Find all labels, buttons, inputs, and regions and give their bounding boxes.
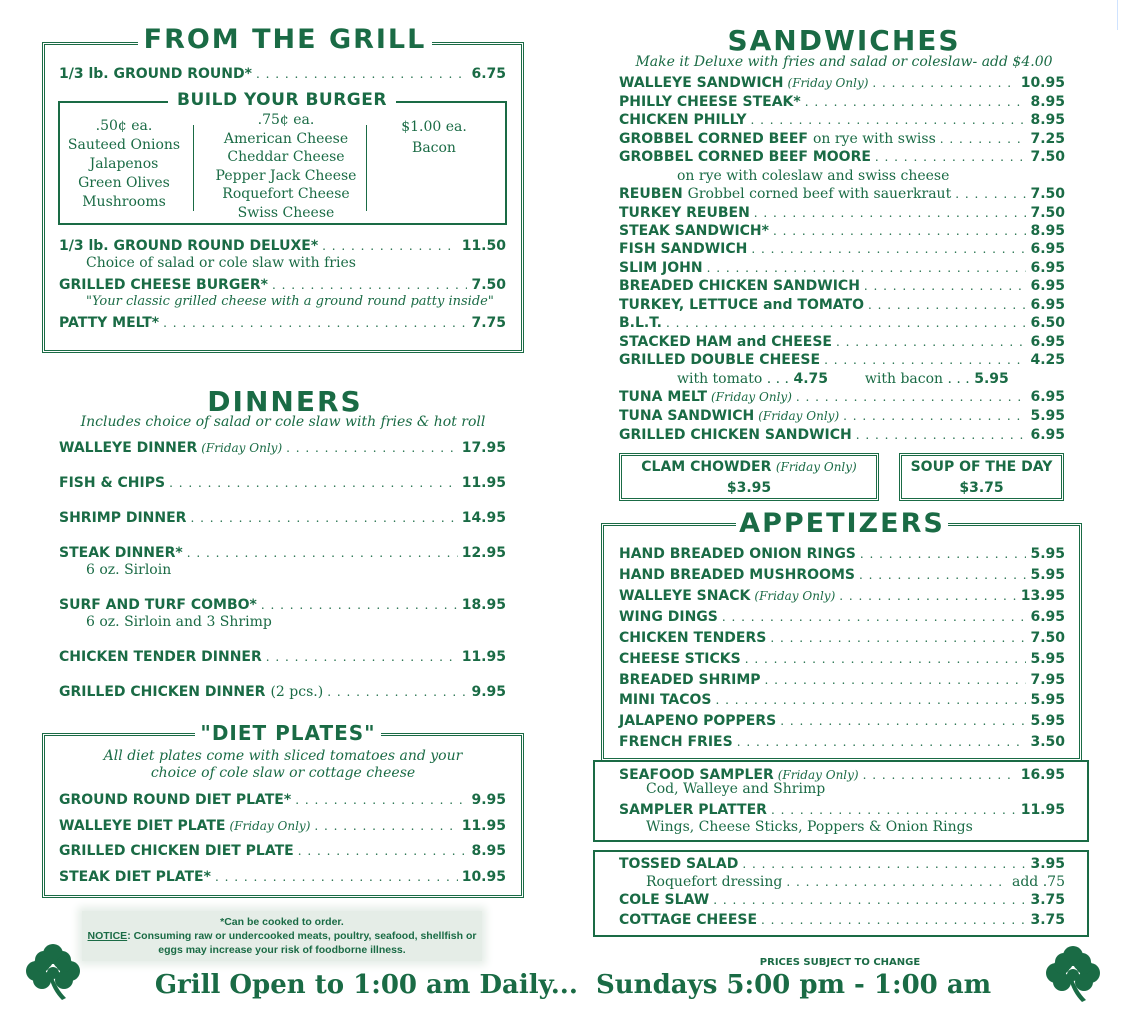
item-name: TUNA MELT [619,389,707,405]
item-name: PHILLY CHEESE STEAK* [619,94,801,110]
grill-hours: Grill Open to 1:00 am Daily... Sundays 5:00 pm - 1:00 am [154,970,992,1000]
item-name: WALLEYE SNACK [619,588,751,604]
leader-dots [666,316,1026,330]
item-name: TOSSED SALAD [619,856,739,872]
leader-dots [256,67,468,81]
item-price: 6.95 [1030,297,1065,313]
leader-dots [286,441,458,455]
item-name: GRILLED CHICKEN DIET PLATE [59,843,294,859]
item-price: 6.95 [1030,389,1065,405]
item-price: 7.50 [471,277,506,293]
leader-dots [770,631,1026,645]
leader-dots [266,650,458,664]
menu-item [619,131,1065,147]
item-name: 1/3 lb. GROUND ROUND* [59,66,252,82]
item-price: 5.95 [1030,651,1065,667]
menu-item [619,297,1065,313]
menu-item [619,149,1065,165]
item-name: HAND BREADED ONION RINGS [619,546,856,562]
leader-dots [771,803,1017,817]
leader-dots [169,476,458,490]
menu-item [619,692,1065,708]
item-price: 6.95 [1030,241,1065,257]
item-name: STEAK SANDWICH* [619,223,769,239]
menu-item [619,186,1065,202]
build-col-075 [198,111,374,222]
item-price: 6.95 [1030,334,1065,350]
item-price: 7.50 [1030,205,1065,221]
menu-item-walleye-dinner [59,440,506,456]
topping: Roquefort Cheese [222,186,350,202]
item-name: BREADED SHRIMP [619,672,761,688]
topping: Swiss Cheese [237,204,335,221]
leader-dots [737,735,1027,749]
leader-dots [805,95,1027,109]
item-price: 8.95 [471,843,506,859]
menu-item [619,315,1065,331]
item-name: WING DINGS [619,609,718,625]
item-price: 10.95 [1020,75,1065,91]
item-price: 11.95 [461,649,506,665]
leader-dots [742,857,1026,871]
item-price: 18.95 [461,597,506,613]
dinners-title: DINNERS [180,385,390,418]
leader-dots [863,768,1017,782]
prices-subject-note: PRICES SUBJECT TO CHANGE [759,957,921,968]
item-price: 6.50 [1030,315,1065,331]
menu-item-patty-melt [59,315,506,331]
item-name: COLE SLAW [619,892,710,908]
item-price: 8.95 [1030,94,1065,110]
item-price: 3.95 [1030,856,1065,872]
build-burger-title: BUILD YOUR BURGER [168,90,396,110]
leader-dots [843,409,1026,423]
sandwiches-title: SANDWICHES [690,24,998,57]
menu-item [619,713,1065,729]
item-price: 7.95 [1030,672,1065,688]
item-price: 11.95 [461,818,506,834]
build-divider-1 [193,125,194,211]
item-price: 16.95 [1020,767,1065,783]
grill-title: FROM THE GRILL [138,24,432,55]
leader-dots [713,893,1026,907]
steak-dinner-desc: 6 oz. Sirloin [86,562,172,578]
leader-dots [190,511,457,525]
item-price: 6.95 [1030,427,1065,443]
menu-item [619,389,1065,405]
leader-dots [765,673,1027,687]
item-inline-desc: Grobbel corned beef with sauerkraut [687,186,952,202]
menu-item [619,75,1065,91]
topping: Bacon [412,140,456,156]
seafood-sampler-desc: Cod, Walleye and Shrimp [646,781,826,797]
item-price: add .75 [1012,874,1065,890]
item-inline-desc: (2 pcs.) [270,684,324,700]
item-name: FISH SANDWICH [619,241,748,257]
item-price: 9.95 [471,792,506,808]
grilled-cheese-desc: "Your classic grilled cheese with a ground round patty inside" [86,294,494,309]
deluxe-desc: Choice of salad or cole slaw with fries [86,255,356,271]
item-name: FISH & CHIPS [59,475,166,491]
item-note: (Friday Only) [758,409,840,423]
item-price: 5.95 [1030,567,1065,583]
menu-item-roquefort-dressing [646,874,1065,890]
topping: Green Olives [78,175,170,191]
item-price: 8.95 [1030,112,1065,128]
menu-item [619,546,1065,562]
tomato-option-price: 4.75 [793,371,828,387]
menu-item [619,672,1065,688]
leader-dots [856,428,1027,442]
price-header: .75¢ ea. [257,112,315,128]
menu-item-deluxe [59,238,506,254]
menu-item [619,352,1065,368]
item-price: 6.95 [1030,260,1065,276]
menu-item [619,734,1065,750]
topping: Mushrooms [82,194,166,210]
menu-item [619,278,1065,294]
menu-item-cottage-cheese [619,912,1065,928]
item-price: 5.95 [1030,546,1065,562]
item-price: 6.75 [471,66,506,82]
item-name: Roquefort dressing [646,874,783,890]
item-name: REUBEN [619,186,683,202]
leader-dots [839,589,1016,603]
leader-dots [859,568,1026,582]
leader-dots [750,113,1026,127]
item-price: 9.95 [471,684,506,700]
leader-dots [860,547,1027,561]
bacon-option-price: 5.95 [974,371,1009,387]
appetizers-title: APPETIZERS [736,508,948,539]
notice-text: : Consuming raw or undercooked meats, poultry, seafood, shellfish or eggs may increase your risk of foodborne illness. [127,930,477,956]
item-price: 7.25 [1030,131,1065,147]
item-note: (Friday Only) [777,768,859,782]
diet-title: "DIET PLATES" [195,721,381,745]
menu-item [619,408,1065,424]
item-note: (Friday Only) [229,819,311,833]
item-note: (Friday Only) [787,76,869,90]
build-col-100 [380,117,488,159]
item-price: 5.95 [1030,408,1065,424]
soup-name: CLAM CHOWDER [641,459,772,475]
item-name: SAMPLER PLATTER [619,802,767,818]
menu-item [619,588,1065,604]
soup-note: (Friday Only) [775,460,857,474]
tomato-option-label: with tomato . . . [677,371,789,387]
item-price: 11.95 [461,475,506,491]
item-name: SHRIMP DINNER [59,510,187,526]
item-name: WALLEYE DIET PLATE [59,818,226,834]
item-price: 7.50 [1030,630,1065,646]
menu-item-walleye-diet [59,818,506,834]
menu-item-surf-turf [59,597,506,613]
item-name: SLIM JOHN [619,260,703,276]
item-price: 14.95 [461,510,506,526]
item-name: SEAFOOD SAMPLER [619,767,774,783]
menu-item [619,112,1065,128]
leader-dots [272,278,467,292]
leader-dots [864,279,1027,293]
menu-item-sampler-platter [619,802,1065,818]
item-price: 11.95 [1020,802,1065,818]
item-name: COTTAGE CHEESE [619,912,758,928]
item-price: 5.95 [1030,692,1065,708]
menu-item-chicken-tender-dinner [59,649,506,665]
leader-dots [261,598,458,612]
menu-item [619,334,1065,350]
item-name: SURF AND TURF COMBO* [59,597,257,613]
shamrock-left-icon [22,940,84,1002]
item-name: STEAK DIET PLATE* [59,869,211,885]
menu-item-ground-round-diet [59,792,506,808]
bacon-option-label: with bacon . . . [864,371,970,387]
leader-dots [722,610,1027,624]
item-price: 10.95 [461,869,506,885]
menu-item [619,567,1065,583]
item-name: HAND BREADED MUSHROOMS [619,567,855,583]
item-note: (Friday Only) [754,589,836,603]
leader-dots [940,132,1027,146]
menu-item-fish-chips [59,475,506,491]
leader-dots [872,76,1016,90]
item-name: GRILLED CHICKEN SANDWICH [619,427,852,443]
leader-dots [875,150,1027,164]
price-header: .50¢ ea. [95,118,153,134]
menu-item-ground-round [59,66,506,82]
leader-dots [215,870,458,884]
item-name: CHICKEN PHILLY [619,112,747,128]
menu-item-steak-dinner [59,545,506,561]
notice-line1: *Can be cooked to order. [220,916,344,928]
item-price: 4.25 [1030,352,1065,368]
leader-dots [298,844,468,858]
clam-chowder-price: $3.95 [726,480,772,496]
item-name: STEAK DINNER* [59,545,183,561]
sampler-platter-desc: Wings, Cheese Sticks, Poppers & Onion Rings [646,819,973,835]
item-note: (Friday Only) [201,441,283,455]
leader-dots [295,793,467,807]
leader-dots [868,298,1026,312]
leader-dots [754,206,1027,220]
leader-dots [780,714,1026,728]
menu-item [619,205,1065,221]
leader-dots [955,187,1026,201]
item-name: CHICKEN TENDER DINNER [59,649,262,665]
menu-item [619,94,1065,110]
item-name: GROUND ROUND DIET PLATE* [59,792,292,808]
build-col-050 [62,117,186,212]
notice-label: NOTICE [87,930,128,942]
topping: Cheddar Cheese [227,149,345,165]
topping: Sauteed Onions [67,137,181,153]
sandwiches-subtitle: Make it Deluxe with fries and salad or coleslaw- add $4.00 [635,54,1053,70]
double-cheese-options [677,371,1009,387]
build-divider-2 [366,125,367,211]
clam-chowder-name [619,459,879,475]
item-price: 3.75 [1030,912,1065,928]
item-name: TURKEY, LETTUCE and TOMATO [619,297,864,313]
item-price: 6.95 [1030,609,1065,625]
leader-dots [707,261,1027,275]
leader-dots [836,335,1026,349]
item-name: PATTY MELT* [59,315,160,331]
leader-dots [751,242,1026,256]
item-name: GRILLED DOUBLE CHEESE [619,352,821,368]
soup-of-day-price: $3.75 [959,480,1004,496]
menu-item-steak-diet [59,869,506,885]
item-name: WALLEYE DINNER [59,440,198,456]
topping: Jalapenos [89,156,159,172]
item-price: 7.50 [1030,149,1065,165]
item-name: WALLEYE SANDWICH [619,75,784,91]
dinners-subtitle: Includes choice of salad or cole slaw with fries & hot roll [80,414,486,430]
topping: Pepper Jack Cheese [215,167,357,184]
menu-item [619,651,1065,667]
item-name: GRILLED CHICKEN DINNER [59,684,266,700]
menu-item-grilled-chicken-diet [59,843,506,859]
menu-item [619,223,1065,239]
price-header: $1.00 ea. [401,119,467,135]
item-price: 12.95 [461,545,506,561]
item-name: STACKED HAM and CHEESE [619,334,832,350]
leader-dots [187,546,458,560]
menu-item-tossed-salad [619,856,1065,872]
leader-dots [322,239,458,253]
menu-item [619,630,1065,646]
item-name: JALAPENO POPPERS [619,713,777,729]
item-price: 7.50 [1030,186,1065,202]
leader-dots [824,353,1026,367]
soup-of-day-name: SOUP OF THE DAY [910,459,1053,475]
menu-item-shrimp-dinner [59,510,506,526]
menu-item-grilled-cheese-burger [59,277,506,293]
leader-dots [745,652,1027,666]
leader-dots [327,685,467,699]
item-name: 1/3 lb. GROUND ROUND DELUXE* [59,238,319,254]
top-border-left [0,0,12,1011]
menu-item [619,427,1065,443]
item-price: 8.95 [1030,223,1065,239]
menu-item [619,241,1065,257]
item-name: TUNA SANDWICH [619,408,755,424]
surf-turf-desc: 6 oz. Sirloin and 3 Shrimp [86,614,272,630]
item-name: TURKEY REUBEN [619,205,750,221]
corned-beef-moore-desc: on rye with coleslaw and swiss cheese [677,168,950,184]
item-name: CHICKEN TENDERS [619,630,767,646]
item-name: FRENCH FRIES [619,734,733,750]
leader-dots [786,875,1008,889]
diet-subtitle: All diet plates come with sliced tomatoes and your choice of cole slaw or cottage cheese [103,748,463,781]
menu-item [619,609,1065,625]
item-price: 6.95 [1030,278,1065,294]
leader-dots [773,224,1026,238]
menu-item-cole-slaw [619,892,1065,908]
item-name: MINI TACOS [619,692,712,708]
item-price: 17.95 [461,440,506,456]
right-edge-line [1117,0,1118,30]
menu-item-grilled-chicken-dinner [59,684,506,700]
item-price: 5.95 [1030,713,1065,729]
leader-dots [163,316,467,330]
item-price: 3.50 [1030,734,1065,750]
item-inline-desc: on rye with swiss [812,131,936,147]
item-price: 3.75 [1030,892,1065,908]
item-name: GROBBEL CORNED BEEF MOORE [619,149,871,165]
leader-dots [716,693,1027,707]
item-name: GROBBEL CORNED BEEF [619,131,808,147]
item-note: (Friday Only) [711,390,792,404]
item-price: 13.95 [1020,588,1065,604]
item-price: 11.50 [461,238,506,254]
item-price: 7.75 [471,315,506,331]
menu-item [619,260,1065,276]
shamrock-right-icon [1042,942,1104,1004]
notice-box [82,911,482,961]
topping: American Cheese [223,130,349,147]
item-name: CHEESE STICKS [619,651,741,667]
leader-dots [796,390,1027,404]
leader-dots [761,913,1026,927]
leader-dots [314,819,457,833]
item-name: BREADED CHICKEN SANDWICH [619,278,860,294]
item-name: GRILLED CHEESE BURGER* [59,277,268,293]
notice-text-wrap [82,929,482,957]
item-name: B.L.T. [619,315,662,331]
